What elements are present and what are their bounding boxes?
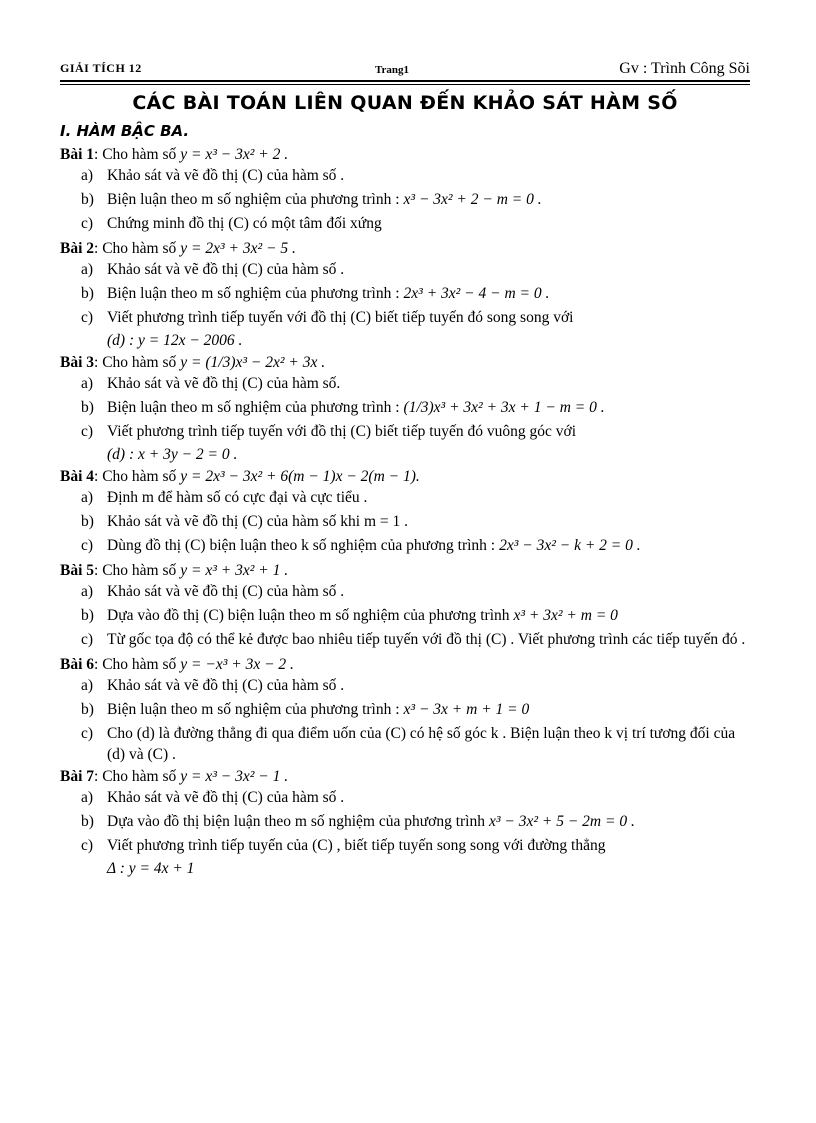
sub-question-text: Khảo sát và vẽ đồ thị (C) của hàm số. bbox=[107, 375, 341, 392]
problem-statement bbox=[60, 351, 750, 373]
sub-question bbox=[60, 511, 750, 535]
problem-block bbox=[60, 351, 750, 465]
problem-function: y = x³ − 3x² − 1 . bbox=[180, 767, 289, 785]
sub-question-body bbox=[107, 581, 750, 602]
problem-statement bbox=[60, 143, 750, 165]
sub-question bbox=[60, 535, 750, 559]
problem-block bbox=[60, 465, 750, 559]
section-heading: I. HÀM BẬC BA. bbox=[60, 122, 190, 140]
header-page-number: Trang1 bbox=[375, 64, 410, 76]
header-teacher: Gv : Trình Công Sõi bbox=[619, 60, 750, 77]
sub-question-body bbox=[107, 487, 750, 508]
problem-intro: : Cho hàm số bbox=[94, 767, 177, 785]
sub-question-label: c) bbox=[81, 215, 94, 232]
sub-question bbox=[60, 723, 750, 765]
problem-intro: : Cho hàm số bbox=[94, 353, 177, 371]
sub-question-equation-line: (d) : x + 3y − 2 = 0 . bbox=[107, 446, 238, 463]
sub-question-body bbox=[107, 307, 750, 351]
sub-question-text: Từ gốc tọa độ có thể kẻ được bao nhiêu tiếp tuyến với đồ thị (C) . Viết phương trình các tiếp tuyến đó . bbox=[107, 631, 746, 648]
sub-question-label: a) bbox=[81, 167, 94, 184]
sub-question-label: c) bbox=[81, 631, 94, 648]
sub-question-label: a) bbox=[81, 261, 94, 278]
problem-function: y = (1/3)x³ − 2x² + 3x . bbox=[180, 353, 326, 371]
sub-question-label: c) bbox=[81, 423, 94, 440]
sub-question-label: b) bbox=[81, 813, 94, 830]
problem-label: Bài 4 bbox=[60, 467, 95, 485]
sub-question-body bbox=[107, 397, 750, 418]
problem-intro: : Cho hàm số bbox=[94, 145, 177, 163]
sub-question-text: Viết phương trình tiếp tuyến với đồ thị (C) biết tiếp tuyến đó vuông góc với bbox=[107, 423, 577, 440]
sub-question-text: Định m để hàm số có cực đại và cực tiểu . bbox=[107, 489, 368, 506]
header-subject: GIẢI TÍCH 12 bbox=[60, 61, 142, 75]
sub-question-body bbox=[107, 213, 750, 234]
problem-block bbox=[60, 765, 750, 879]
problem-block bbox=[60, 653, 750, 765]
problem-list bbox=[60, 143, 750, 879]
sub-question-body bbox=[107, 629, 750, 650]
sub-question-body bbox=[107, 675, 750, 696]
sub-question-label: b) bbox=[81, 191, 94, 208]
sub-question bbox=[60, 675, 750, 699]
problem-intro: : Cho hàm số bbox=[94, 239, 177, 257]
sub-question-label: a) bbox=[81, 489, 94, 506]
sub-question-body bbox=[107, 511, 750, 532]
header-divider bbox=[60, 80, 750, 82]
sub-question-equation: 2x³ + 3x² − 4 − m = 0 . bbox=[403, 285, 550, 302]
sub-question-body bbox=[107, 535, 750, 556]
problem-label: Bài 5 bbox=[60, 561, 95, 579]
sub-question-text: Khảo sát và vẽ đồ thị (C) của hàm số . bbox=[107, 677, 345, 694]
sub-question bbox=[60, 165, 750, 189]
sub-question-label: c) bbox=[81, 725, 94, 742]
problem-function: y = −x³ + 3x − 2 . bbox=[180, 655, 294, 673]
problem-statement bbox=[60, 765, 750, 787]
sub-question bbox=[60, 487, 750, 511]
sub-question-label: c) bbox=[81, 309, 94, 326]
sub-question-text: Khảo sát và vẽ đồ thị (C) của hàm số khi m = 1 . bbox=[107, 513, 409, 530]
sub-question bbox=[60, 283, 750, 307]
sub-question-text: Khảo sát và vẽ đồ thị (C) của hàm số . bbox=[107, 789, 345, 806]
sub-question-equation: x³ + 3x² + m = 0 bbox=[513, 607, 618, 624]
sub-question-equation: x³ − 3x² + 5 − 2m = 0 . bbox=[489, 813, 635, 830]
sub-question bbox=[60, 835, 750, 879]
header-divider-thin bbox=[60, 84, 750, 85]
sub-question bbox=[60, 629, 750, 653]
problem-block bbox=[60, 237, 750, 351]
problem-intro: : Cho hàm số bbox=[94, 467, 177, 485]
sub-question-body bbox=[107, 165, 750, 186]
sub-question bbox=[60, 787, 750, 811]
sub-question-label: a) bbox=[81, 375, 94, 392]
sub-question-text: Khảo sát và vẽ đồ thị (C) của hàm số . bbox=[107, 261, 345, 278]
sub-question-body bbox=[107, 835, 750, 879]
sub-question bbox=[60, 605, 750, 629]
sub-question bbox=[60, 259, 750, 283]
sub-question bbox=[60, 307, 750, 351]
sub-question-label: c) bbox=[81, 537, 94, 554]
sub-question-body bbox=[107, 189, 750, 210]
problem-function: y = 2x³ − 3x² + 6(m − 1)x − 2(m − 1). bbox=[180, 467, 420, 485]
problem-function: y = x³ − 3x² + 2 . bbox=[180, 145, 289, 163]
document-title: CÁC BÀI TOÁN LIÊN QUAN ĐẾN KHẢO SÁT HÀM SỐ bbox=[132, 92, 678, 114]
sub-question-label: c) bbox=[81, 837, 94, 854]
sub-question-text: Cho (d) là đường thẳng đi qua điểm uốn của (C) có hệ số góc k . Biện luận theo k vị trí tương đối của (d) và (C) . bbox=[107, 725, 736, 763]
sub-question-body bbox=[107, 421, 750, 465]
sub-question-text: Chứng minh đồ thị (C) có một tâm đối xứng bbox=[107, 215, 382, 232]
sub-question-body bbox=[107, 373, 750, 394]
sub-question-label: b) bbox=[81, 399, 94, 416]
sub-question-label: a) bbox=[81, 677, 94, 694]
problem-statement bbox=[60, 653, 750, 675]
problem-statement bbox=[60, 559, 750, 581]
sub-question-equation: x³ − 3x² + 2 − m = 0 . bbox=[403, 191, 542, 208]
problem-block bbox=[60, 143, 750, 237]
sub-question-body bbox=[107, 605, 750, 626]
problem-function: y = x³ + 3x² + 1 . bbox=[180, 561, 289, 579]
problem-block bbox=[60, 559, 750, 653]
problem-intro: : Cho hàm số bbox=[94, 561, 177, 579]
sub-question-body bbox=[107, 259, 750, 280]
problem-label: Bài 1 bbox=[60, 145, 95, 163]
sub-question-body bbox=[107, 787, 750, 808]
sub-question-equation: x³ − 3x + m + 1 = 0 bbox=[403, 701, 530, 718]
problem-label: Bài 7 bbox=[60, 767, 95, 785]
sub-question-text: Viết phương trình tiếp tuyến với đồ thị (C) biết tiếp tuyến đó song song với bbox=[107, 309, 574, 326]
sub-question-text: Dựa vào đồ thị (C) biện luận theo m số nghiệm của phương trình bbox=[107, 607, 510, 624]
sub-question-text: Biện luận theo m số nghiệm của phương trình : bbox=[107, 399, 400, 416]
sub-question-text: Viết phương trình tiếp tuyến của (C) , biết tiếp tuyến song song với đường thẳng bbox=[107, 837, 606, 854]
sub-question-body bbox=[107, 811, 750, 832]
problem-statement bbox=[60, 465, 750, 487]
sub-question-label: b) bbox=[81, 701, 94, 718]
problem-label: Bài 2 bbox=[60, 239, 95, 257]
sub-question-body bbox=[107, 699, 750, 720]
sub-question-equation-line: (d) : y = 12x − 2006 . bbox=[107, 332, 243, 349]
sub-question bbox=[60, 699, 750, 723]
sub-question-text: Biện luận theo m số nghiệm của phương trình : bbox=[107, 285, 400, 302]
page-header bbox=[60, 56, 750, 80]
problem-function: y = 2x³ + 3x² − 5 . bbox=[180, 239, 296, 257]
sub-question-text: Dùng đồ thị (C) biện luận theo k số nghiệm của phương trình : bbox=[107, 537, 496, 554]
sub-question bbox=[60, 213, 750, 237]
sub-question-label: b) bbox=[81, 607, 94, 624]
sub-question-text: Biện luận theo m số nghiệm của phương trình : bbox=[107, 191, 400, 208]
problem-intro: : Cho hàm số bbox=[94, 655, 177, 673]
sub-question-label: a) bbox=[81, 789, 94, 806]
sub-question-body bbox=[107, 723, 750, 765]
sub-question-text: Khảo sát và vẽ đồ thị (C) của hàm số . bbox=[107, 167, 345, 184]
sub-question-label: b) bbox=[81, 513, 94, 530]
problem-label: Bài 3 bbox=[60, 353, 95, 371]
sub-question-label: a) bbox=[81, 583, 94, 600]
sub-question-body bbox=[107, 283, 750, 304]
sub-question bbox=[60, 421, 750, 465]
problem-statement bbox=[60, 237, 750, 259]
sub-question bbox=[60, 397, 750, 421]
sub-question-equation-line: Δ : y = 4x + 1 bbox=[107, 860, 195, 877]
sub-question bbox=[60, 811, 750, 835]
sub-question-text: Biện luận theo m số nghiệm của phương trình : bbox=[107, 701, 400, 718]
sub-question-equation: (1/3)x³ + 3x² + 3x + 1 − m = 0 . bbox=[403, 399, 605, 416]
sub-question-text: Khảo sát và vẽ đồ thị (C) của hàm số . bbox=[107, 583, 345, 600]
sub-question-text: Dựa vào đồ thị biện luận theo m số nghiệm của phương trình bbox=[107, 813, 485, 830]
sub-question bbox=[60, 581, 750, 605]
sub-question-label: b) bbox=[81, 285, 94, 302]
sub-question bbox=[60, 373, 750, 397]
sub-question-equation: 2x³ − 3x² − k + 2 = 0 . bbox=[499, 537, 641, 554]
problem-label: Bài 6 bbox=[60, 655, 95, 673]
sub-question bbox=[60, 189, 750, 213]
